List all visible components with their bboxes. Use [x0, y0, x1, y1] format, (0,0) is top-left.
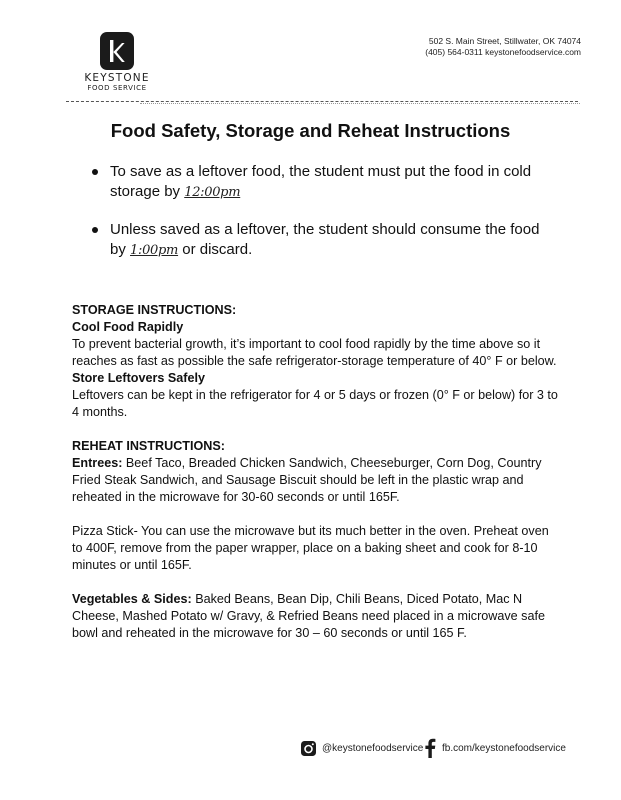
header-divider	[66, 101, 578, 102]
deadline-list	[92, 162, 552, 278]
store-leftovers-text: Leftovers can be kept in the refrigerator for 4 or 5 days or frozen (0° F or below) for 3 to 4 months.	[72, 388, 558, 419]
bullet-text-end: or discard.	[178, 241, 253, 258]
address-line: 502 S. Main Street, Stillwater, OK 74074	[428, 36, 581, 46]
handwritten-time: 1:00pm	[130, 243, 179, 258]
instagram-handle[interactable]: @keystonefoodservice	[322, 743, 424, 754]
entrees-label: Entrees:	[72, 456, 123, 470]
pizza-paragraph: Pizza Stick- You can use the microwave but its much better in the oven. Preheat oven to 400F, remove from the paper wrapper, place on a baking sheet and cook for 8-10 minutes or until 165F.	[72, 524, 549, 572]
bullet-text: To save as a leftover food, the student must put the food in cold storage by	[110, 163, 532, 200]
storage-heading: STORAGE INSTRUCTIONS:	[72, 303, 237, 317]
list-item	[92, 162, 552, 203]
page-title: Food Safety, Storage and Reheat Instructions	[110, 120, 511, 141]
keystone-logo-mark	[100, 32, 134, 70]
entrees-paragraph	[72, 455, 562, 506]
bullet-text: Unless saved as a leftover, the student should consume the food by	[110, 221, 540, 258]
logo-k-glyph	[106, 37, 128, 65]
cool-food-text: To prevent bacterial growth, it’s important to cool food rapidly by the time above so it reaches as fast as possible the safe refrigerator-storage temperature of 40° F or below.	[72, 337, 557, 368]
store-leftovers-subheading: Store Leftovers Safely	[72, 371, 205, 385]
cool-food-subheading: Cool Food Rapidly	[72, 320, 184, 334]
contact-line: (405) 564-0311 keystonefoodservice.com	[425, 47, 581, 57]
instructions-body	[72, 302, 562, 642]
vegetables-label: Vegetables & Sides:	[72, 592, 192, 606]
facebook-link[interactable]: fb.com/keystonefoodservice	[442, 743, 566, 754]
instagram-icon	[300, 740, 317, 757]
list-item	[92, 220, 552, 261]
company-address	[425, 36, 581, 58]
vegetables-text: Baked Beans, Bean Dip, Chili Beans, Diced Potato, Mac N Cheese, Mashed Potato w/ Gravy, & Refried Beans need placed in a microwave safe bowl and reheated in the microwave for 30 – 60 seconds or until 165 F.	[72, 592, 545, 640]
company-logo	[72, 32, 162, 92]
logo-subtitle: FOOD SERVICE	[87, 84, 147, 92]
header-divider-secondary	[140, 103, 580, 104]
facebook-icon	[424, 738, 436, 758]
reheat-heading: REHEAT INSTRUCTIONS:	[72, 439, 225, 453]
entrees-text: Beef Taco, Breaded Chicken Sandwich, Cheeseburger, Corn Dog, Country Fried Steak Sandwich, and Sausage Biscuit should be left in the plastic wrap and reheated in the microwave for 30-60 seconds or until 165F.	[72, 456, 542, 504]
handwritten-time: 12:00pm	[184, 185, 241, 200]
vegetables-paragraph	[72, 591, 562, 642]
footer-social	[300, 738, 580, 760]
logo-name: KEYSTONE	[84, 72, 150, 84]
